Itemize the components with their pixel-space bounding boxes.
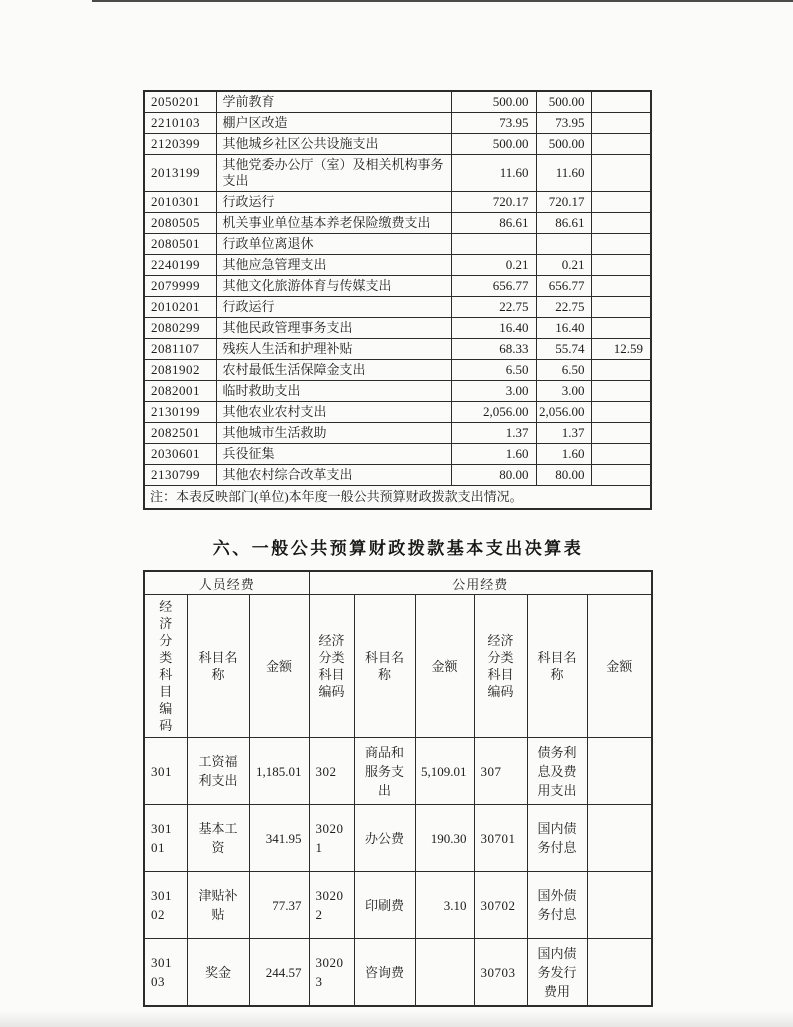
subject-name-cell: 基本工资 <box>187 805 249 872</box>
economic-code-cell: 30701 <box>474 805 527 872</box>
table-row <box>144 465 651 486</box>
subject-name-cell: 津贴补贴 <box>187 872 249 939</box>
economic-code-cell: 2082001 <box>144 381 216 402</box>
subject-name-cell: 其他农村综合改革支出 <box>216 465 451 486</box>
amount-cell <box>591 234 651 255</box>
table-row <box>144 381 651 402</box>
amount-cell: 0.21 <box>536 255 591 276</box>
column-header-amount: 金额 <box>415 595 474 738</box>
subject-name-cell: 办公费 <box>354 805 415 872</box>
amount-total-cell: 720.17 <box>451 192 536 213</box>
column-header-code: 经济分类科目编码 <box>309 595 354 738</box>
table-row <box>144 318 651 339</box>
economic-code-cell: 30702 <box>474 872 527 939</box>
subject-name-cell: 其他城市生活救助 <box>216 423 451 444</box>
table-row <box>144 134 651 155</box>
amount-cell <box>591 465 651 486</box>
amount-total-cell: 0.21 <box>451 255 536 276</box>
column-header-code: 经济分类科目编码 <box>474 595 527 738</box>
amount-cell: 73.95 <box>536 113 591 134</box>
amount-total-cell: 6.50 <box>451 360 536 381</box>
economic-code-cell: 2013199 <box>144 155 216 192</box>
subject-name-cell: 奖金 <box>187 939 249 1007</box>
economic-code-cell: 2010201 <box>144 297 216 318</box>
table-note: 注：本表反映部门(单位)本年度一般公共预算财政拨款支出情况。 <box>144 486 651 510</box>
amount-total-cell: 86.61 <box>451 213 536 234</box>
subject-name-cell: 兵役征集 <box>216 444 451 465</box>
amount-cell: 80.00 <box>536 465 591 486</box>
subject-name-cell: 棚户区改造 <box>216 113 451 134</box>
amount-cell: 6.50 <box>536 360 591 381</box>
subject-name-cell: 其他文化旅游体育与传媒支出 <box>216 276 451 297</box>
subject-name-cell: 其他农业农村支出 <box>216 402 451 423</box>
column-header-name: 科目名称 <box>187 595 249 738</box>
table-row <box>144 234 651 255</box>
group-header-personnel: 人员经费 <box>144 571 309 595</box>
amount-cell: 656.77 <box>536 276 591 297</box>
table-row <box>144 444 651 465</box>
economic-code-cell: 30202 <box>309 872 354 939</box>
amount-cell: 190.30 <box>415 805 474 872</box>
economic-code-cell: 2240199 <box>144 255 216 276</box>
group-header-public: 公用经费 <box>309 571 652 595</box>
economic-code-cell: 2081902 <box>144 360 216 381</box>
amount-cell: 1.37 <box>536 423 591 444</box>
economic-code-cell: 2010301 <box>144 192 216 213</box>
amount-cell <box>591 423 651 444</box>
amount-cell: 1,185.01 <box>249 738 309 805</box>
table-row <box>144 155 651 192</box>
amount-total-cell: 3.00 <box>451 381 536 402</box>
subject-name-cell: 其他民政管理事务支出 <box>216 318 451 339</box>
amount-cell: 12.59 <box>591 339 651 360</box>
column-header-row <box>144 595 652 738</box>
economic-code-cell: 2130799 <box>144 465 216 486</box>
amount-cell: 2,056.00 <box>536 402 591 423</box>
table-row <box>144 213 651 234</box>
amount-cell <box>591 91 651 113</box>
amount-total-cell: 1.37 <box>451 423 536 444</box>
economic-code-cell: 2030601 <box>144 444 216 465</box>
subject-name-cell: 咨询费 <box>354 939 415 1007</box>
economic-code-cell: 2079999 <box>144 276 216 297</box>
amount-cell <box>591 381 651 402</box>
economic-code-cell: 2120399 <box>144 134 216 155</box>
subject-name-cell: 行政运行 <box>216 192 451 213</box>
economic-code-cell: 2080501 <box>144 234 216 255</box>
subject-name-cell: 商品和服务支出 <box>354 738 415 805</box>
subject-name-cell: 其他城乡社区公共设施支出 <box>216 134 451 155</box>
amount-cell: 77.37 <box>249 872 309 939</box>
economic-code-cell: 2130199 <box>144 402 216 423</box>
scan-shadow-artifact <box>0 1011 793 1027</box>
group-header-row <box>144 571 652 595</box>
economic-code-cell: 30101 <box>144 805 187 872</box>
amount-total-cell <box>451 234 536 255</box>
economic-code-cell: 2081107 <box>144 339 216 360</box>
table-row <box>144 402 651 423</box>
table-row <box>144 423 651 444</box>
amount-total-cell: 16.40 <box>451 318 536 339</box>
amount-total-cell: 68.33 <box>451 339 536 360</box>
subject-name-cell: 机关事业单位基本养老保险缴费支出 <box>216 213 451 234</box>
amount-total-cell: 22.75 <box>451 297 536 318</box>
table-row <box>144 805 652 872</box>
amount-cell: 16.40 <box>536 318 591 339</box>
subject-name-cell: 农村最低生活保障金支出 <box>216 360 451 381</box>
subject-name-cell: 行政运行 <box>216 297 451 318</box>
economic-code-cell: 2050201 <box>144 91 216 113</box>
amount-cell <box>591 255 651 276</box>
table-row <box>144 255 651 276</box>
table-row <box>144 113 651 134</box>
amount-cell <box>591 297 651 318</box>
amount-cell: 22.75 <box>536 297 591 318</box>
amount-cell: 500.00 <box>536 91 591 113</box>
table-note-row <box>144 486 651 510</box>
economic-code-cell: 2080299 <box>144 318 216 339</box>
budget-expenditure-table <box>143 90 652 510</box>
amount-cell <box>587 939 652 1007</box>
amount-cell <box>591 318 651 339</box>
amount-total-cell: 500.00 <box>451 91 536 113</box>
table-row <box>144 192 651 213</box>
amount-total-cell: 11.60 <box>451 155 536 192</box>
amount-cell <box>591 113 651 134</box>
amount-cell <box>591 134 651 155</box>
amount-cell <box>415 939 474 1007</box>
table-row <box>144 360 651 381</box>
amount-cell: 500.00 <box>536 134 591 155</box>
amount-total-cell: 80.00 <box>451 465 536 486</box>
subject-name-cell: 残疾人生活和护理补贴 <box>216 339 451 360</box>
subject-name-cell: 临时救助支出 <box>216 381 451 402</box>
scan-edge-artifact <box>92 0 793 2</box>
economic-code-cell: 30703 <box>474 939 527 1007</box>
economic-code-cell: 302 <box>309 738 354 805</box>
economic-code-cell: 30201 <box>309 805 354 872</box>
document-content <box>143 90 653 1007</box>
amount-cell <box>591 213 651 234</box>
column-header-code: 经济分类科目编码 <box>144 595 187 738</box>
amount-cell: 55.74 <box>536 339 591 360</box>
amount-cell: 86.61 <box>536 213 591 234</box>
table-row <box>144 939 652 1007</box>
amount-cell <box>591 276 651 297</box>
amount-total-cell: 2,056.00 <box>451 402 536 423</box>
economic-code-cell: 30102 <box>144 872 187 939</box>
economic-code-cell: 30103 <box>144 939 187 1007</box>
amount-cell: 720.17 <box>536 192 591 213</box>
economic-code-cell: 2210103 <box>144 113 216 134</box>
amount-cell: 5,109.01 <box>415 738 474 805</box>
amount-total-cell: 500.00 <box>451 134 536 155</box>
subject-name-cell: 其他应急管理支出 <box>216 255 451 276</box>
subject-name-cell: 工资福利支出 <box>187 738 249 805</box>
subject-name-cell: 国内债务发行费用 <box>527 939 587 1007</box>
amount-cell <box>591 444 651 465</box>
amount-cell <box>536 234 591 255</box>
column-header-name: 科目名称 <box>354 595 415 738</box>
subject-name-cell: 印刷费 <box>354 872 415 939</box>
amount-cell <box>591 192 651 213</box>
amount-cell <box>587 738 652 805</box>
basic-expenditure-table <box>143 570 653 1007</box>
economic-code-cell: 30203 <box>309 939 354 1007</box>
table-row <box>144 276 651 297</box>
economic-code-cell: 307 <box>474 738 527 805</box>
table-row <box>144 872 652 939</box>
table-row <box>144 91 651 113</box>
amount-cell: 244.57 <box>249 939 309 1007</box>
amount-cell: 3.00 <box>536 381 591 402</box>
section-title: 六、一般公共预算财政拨款基本支出决算表 <box>212 539 584 558</box>
table-row <box>144 297 651 318</box>
amount-cell <box>591 155 651 192</box>
subject-name-cell: 债务利息及费用支出 <box>527 738 587 805</box>
economic-code-cell: 301 <box>144 738 187 805</box>
economic-code-cell: 2080505 <box>144 213 216 234</box>
amount-cell: 341.95 <box>249 805 309 872</box>
column-header-amount: 金额 <box>587 595 652 738</box>
amount-total-cell: 73.95 <box>451 113 536 134</box>
amount-total-cell: 656.77 <box>451 276 536 297</box>
subject-name-cell: 国内债务付息 <box>527 805 587 872</box>
table-row <box>144 339 651 360</box>
amount-cell <box>591 360 651 381</box>
column-header-amount: 金额 <box>249 595 309 738</box>
economic-code-cell: 2082501 <box>144 423 216 444</box>
amount-cell <box>591 402 651 423</box>
subject-name-cell: 行政单位离退休 <box>216 234 451 255</box>
subject-name-cell: 国外债务付息 <box>527 872 587 939</box>
subject-name-cell: 学前教育 <box>216 91 451 113</box>
amount-cell <box>587 805 652 872</box>
amount-cell: 3.10 <box>415 872 474 939</box>
amount-cell: 11.60 <box>536 155 591 192</box>
column-header-name: 科目名称 <box>527 595 587 738</box>
subject-name-cell: 其他党委办公厅（室）及相关机构事务支出 <box>216 155 451 192</box>
amount-total-cell: 1.60 <box>451 444 536 465</box>
table-row <box>144 738 652 805</box>
amount-cell <box>587 872 652 939</box>
amount-cell: 1.60 <box>536 444 591 465</box>
